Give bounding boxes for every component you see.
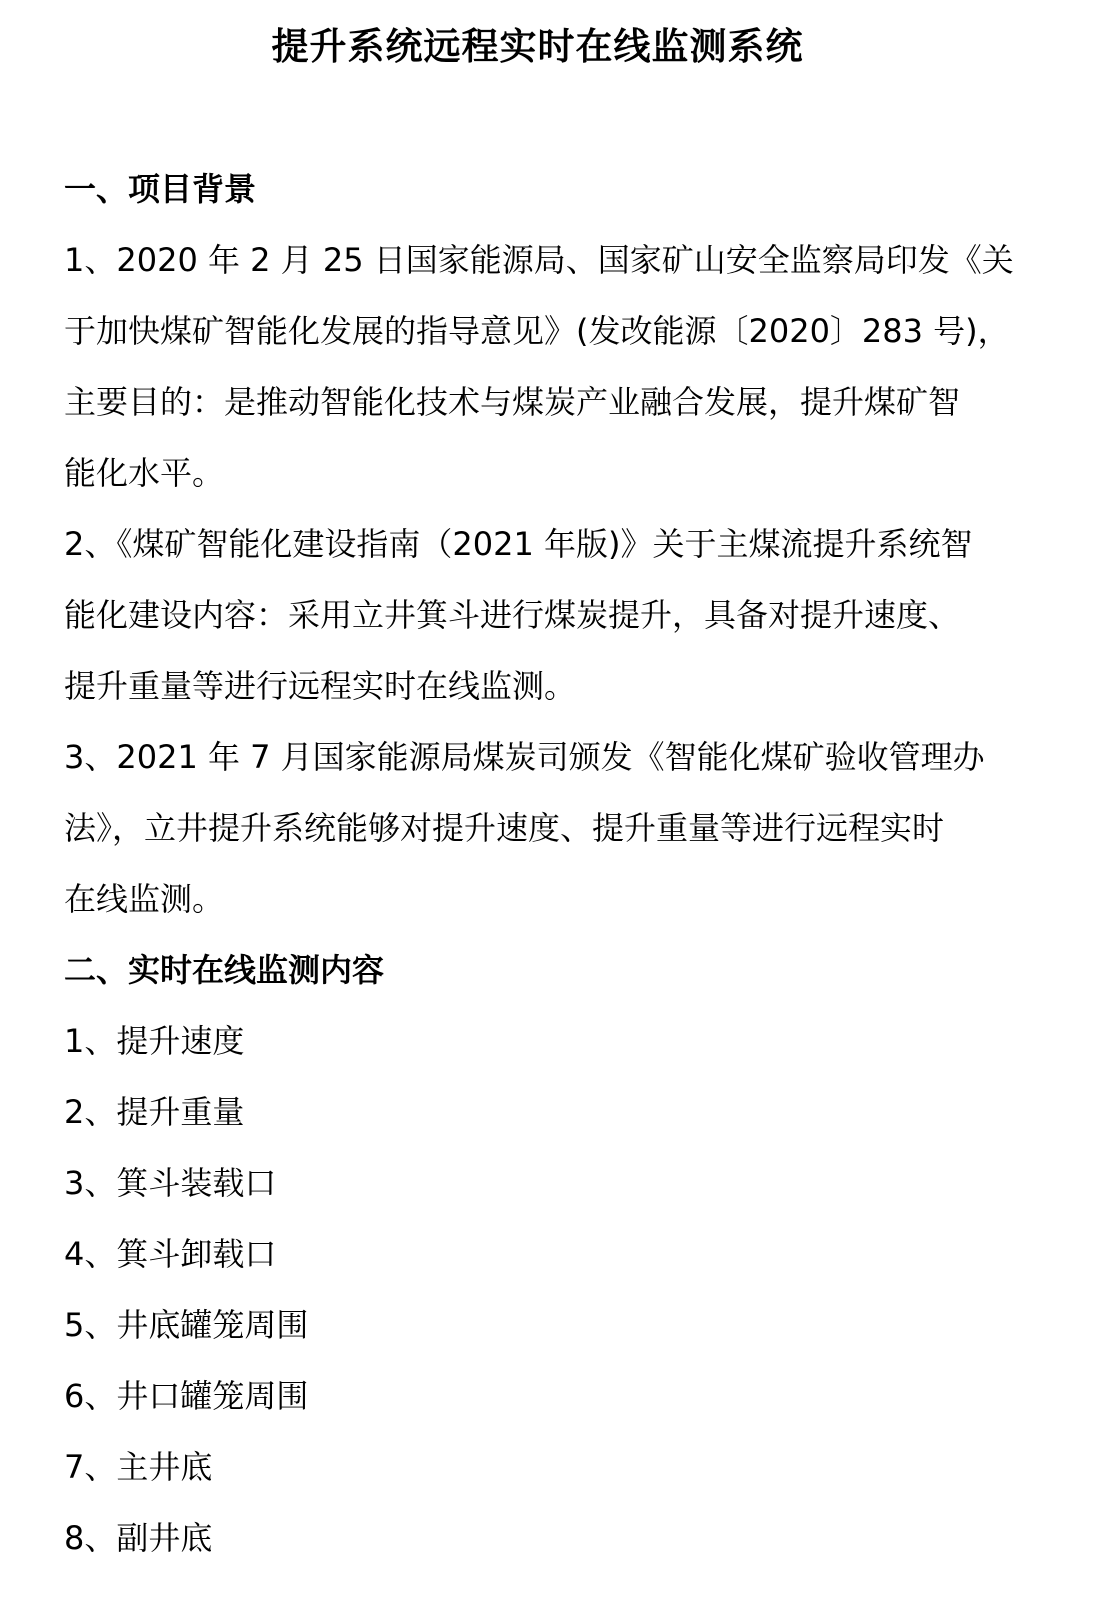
document-title: 提升系统远程实时在线监测系统 [271, 25, 804, 68]
paragraph-line: 法》，立井提升系统能够对提升速度、提升重量等进行远程实时 [64, 809, 945, 847]
list-item: 3、箕斗装载口 [64, 1164, 277, 1202]
list-item: 4、箕斗卸载口 [64, 1235, 277, 1273]
list-item: 5、井底罐笼周围 [64, 1306, 309, 1344]
paragraph-line: 提升重量等进行远程实时在线监测。 [64, 667, 577, 705]
monitoring-list [64, 1006, 1024, 1574]
paragraph-line: 能化建设内容：采用立井箕斗进行煤炭提升，具备对提升速度、 [64, 596, 961, 634]
background-item-2 [64, 509, 1024, 722]
list-item: 8、副井底 [64, 1519, 213, 1557]
list-item: 2、提升重量 [64, 1093, 245, 1131]
paragraph-line: 1、2020 年 2 月 25 日国家能源局、国家矿山安全监察局印发《关 [64, 241, 1014, 279]
paragraph-line: 在线监测。 [64, 880, 225, 918]
list-item: 6、井口罐笼周围 [64, 1377, 309, 1415]
section-heading-monitoring: 二、实时在线监测内容 [64, 951, 385, 989]
paragraph-line: 于加快煤矿智能化发展的指导意见》(发改能源〔2020〕283 号)， [64, 312, 1010, 350]
paragraph-line: 2、《煤矿智能化建设指南（2021 年版)》关于主煤流提升系统智 [64, 525, 973, 563]
document-body [64, 154, 1024, 1574]
paragraph-line: 主要目的：是推动智能化技术与煤炭产业融合发展，提升煤矿智 [64, 383, 961, 421]
paragraph-line: 能化水平。 [64, 454, 225, 492]
background-item-3 [64, 722, 1024, 935]
paragraph-line: 3、2021 年 7 月国家能源局煤炭司颁发《智能化煤矿验收管理办 [64, 738, 985, 776]
list-item: 7、主井底 [64, 1448, 213, 1486]
list-item: 1、提升速度 [64, 1022, 245, 1060]
background-item-1 [64, 225, 1024, 509]
section-heading-background: 一、项目背景 [64, 170, 257, 208]
